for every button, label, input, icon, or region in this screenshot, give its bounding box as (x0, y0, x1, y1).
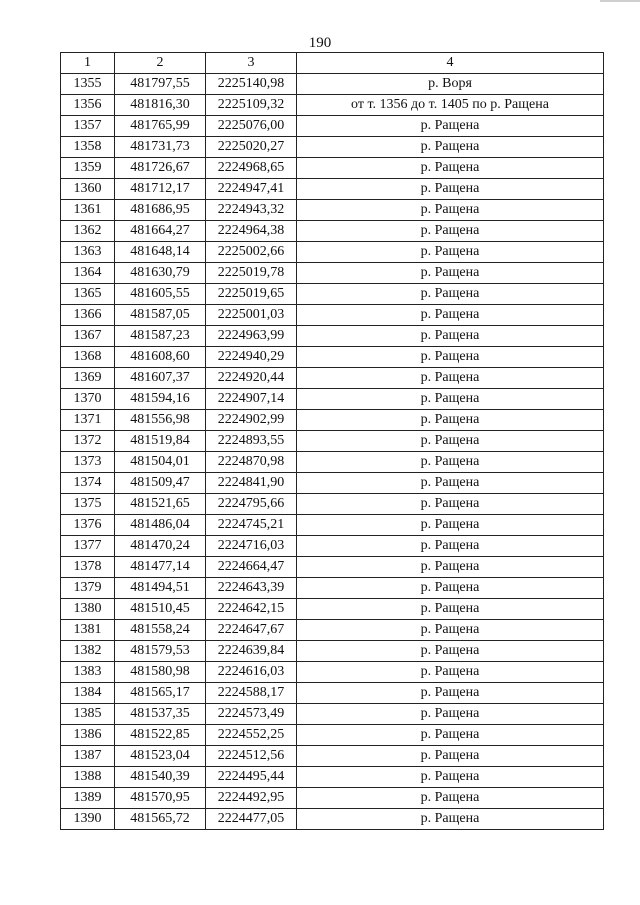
y-coordinate-cell: 2224642,15 (206, 599, 297, 620)
table-row (61, 263, 604, 284)
point-number-cell: 1372 (61, 431, 115, 452)
table-row (61, 599, 604, 620)
point-number-cell: 1373 (61, 452, 115, 473)
description-cell: р. Ращена (297, 221, 604, 242)
point-number-cell: 1369 (61, 368, 115, 389)
description-cell: р. Ращена (297, 368, 604, 389)
x-coordinate-cell: 481712,17 (115, 179, 206, 200)
y-coordinate-cell: 2224947,41 (206, 179, 297, 200)
point-number-cell: 1388 (61, 767, 115, 788)
point-number-cell: 1380 (61, 599, 115, 620)
table-row (61, 515, 604, 536)
point-number-cell: 1359 (61, 158, 115, 179)
table-row (61, 578, 604, 599)
y-coordinate-cell: 2224943,32 (206, 200, 297, 221)
description-cell: р. Ращена (297, 767, 604, 788)
point-number-cell: 1368 (61, 347, 115, 368)
description-cell: р. Ращена (297, 725, 604, 746)
table-row (61, 683, 604, 704)
table-row (61, 788, 604, 809)
table-row (61, 179, 604, 200)
point-number-cell: 1382 (61, 641, 115, 662)
y-coordinate-cell: 2225019,65 (206, 284, 297, 305)
x-coordinate-cell: 481608,60 (115, 347, 206, 368)
description-cell: р. Ращена (297, 557, 604, 578)
page-number: 190 (308, 35, 332, 51)
description-cell: от т. 1356 до т. 1405 по р. Ращена (297, 95, 604, 116)
x-coordinate-cell: 481579,53 (115, 641, 206, 662)
table-row (61, 137, 604, 158)
column-header-1: 1 (61, 53, 115, 74)
table-row (61, 494, 604, 515)
column-header-3: 3 (206, 53, 297, 74)
point-number-cell: 1363 (61, 242, 115, 263)
y-coordinate-cell: 2224647,67 (206, 620, 297, 641)
x-coordinate-cell: 481630,79 (115, 263, 206, 284)
x-coordinate-cell: 481510,45 (115, 599, 206, 620)
y-coordinate-cell: 2225002,66 (206, 242, 297, 263)
point-number-cell: 1375 (61, 494, 115, 515)
y-coordinate-cell: 2224643,39 (206, 578, 297, 599)
description-cell: р. Ращена (297, 305, 604, 326)
y-coordinate-cell: 2224795,66 (206, 494, 297, 515)
description-cell: р. Ращена (297, 578, 604, 599)
point-number-cell: 1357 (61, 116, 115, 137)
x-coordinate-cell: 481648,14 (115, 242, 206, 263)
point-number-cell: 1364 (61, 263, 115, 284)
y-coordinate-cell: 2224893,55 (206, 431, 297, 452)
point-number-cell: 1385 (61, 704, 115, 725)
description-cell: р. Ращена (297, 179, 604, 200)
y-coordinate-cell: 2225109,32 (206, 95, 297, 116)
x-coordinate-cell: 481587,23 (115, 326, 206, 347)
y-coordinate-cell: 2224639,84 (206, 641, 297, 662)
table-row (61, 389, 604, 410)
description-cell: р. Ращена (297, 494, 604, 515)
y-coordinate-cell: 2224920,44 (206, 368, 297, 389)
table-row (61, 746, 604, 767)
point-number-cell: 1365 (61, 284, 115, 305)
x-coordinate-cell: 481605,55 (115, 284, 206, 305)
point-number-cell: 1367 (61, 326, 115, 347)
description-cell: р. Ращена (297, 641, 604, 662)
table-row (61, 284, 604, 305)
y-coordinate-cell: 2225019,78 (206, 263, 297, 284)
description-cell: р. Ращена (297, 683, 604, 704)
point-number-cell: 1387 (61, 746, 115, 767)
y-coordinate-cell: 2224745,21 (206, 515, 297, 536)
point-number-cell: 1371 (61, 410, 115, 431)
scan-edge-mark (600, 0, 640, 2)
description-cell: р. Ращена (297, 536, 604, 557)
point-number-cell: 1361 (61, 200, 115, 221)
y-coordinate-cell: 2224492,95 (206, 788, 297, 809)
description-cell: р. Ращена (297, 746, 604, 767)
description-cell: р. Ращена (297, 662, 604, 683)
y-coordinate-cell: 2224940,29 (206, 347, 297, 368)
table-row (61, 641, 604, 662)
point-number-cell: 1355 (61, 74, 115, 95)
x-coordinate-cell: 481731,73 (115, 137, 206, 158)
description-cell: р. Воря (297, 74, 604, 95)
y-coordinate-cell: 2224964,38 (206, 221, 297, 242)
table-row (61, 200, 604, 221)
point-number-cell: 1370 (61, 389, 115, 410)
point-number-cell: 1360 (61, 179, 115, 200)
y-coordinate-cell: 2224588,17 (206, 683, 297, 704)
x-coordinate-cell: 481522,85 (115, 725, 206, 746)
point-number-cell: 1389 (61, 788, 115, 809)
description-cell: р. Ращена (297, 431, 604, 452)
table-row (61, 536, 604, 557)
x-coordinate-cell: 481580,98 (115, 662, 206, 683)
column-header-4: 4 (297, 53, 604, 74)
description-cell: р. Ращена (297, 515, 604, 536)
x-coordinate-cell: 481816,30 (115, 95, 206, 116)
y-coordinate-cell: 2225140,98 (206, 74, 297, 95)
table-row (61, 116, 604, 137)
y-coordinate-cell: 2224512,56 (206, 746, 297, 767)
table-row (61, 725, 604, 746)
table-row (61, 95, 604, 116)
table-row (61, 767, 604, 788)
x-coordinate-cell: 481558,24 (115, 620, 206, 641)
x-coordinate-cell: 481765,99 (115, 116, 206, 137)
x-coordinate-cell: 481540,39 (115, 767, 206, 788)
x-coordinate-cell: 481556,98 (115, 410, 206, 431)
point-number-cell: 1379 (61, 578, 115, 599)
x-coordinate-cell: 481521,65 (115, 494, 206, 515)
table-row (61, 305, 604, 326)
description-cell: р. Ращена (297, 200, 604, 221)
table-row (61, 704, 604, 725)
y-coordinate-cell: 2224552,25 (206, 725, 297, 746)
point-number-cell: 1384 (61, 683, 115, 704)
y-coordinate-cell: 2224870,98 (206, 452, 297, 473)
description-cell: р. Ращена (297, 389, 604, 410)
table-row (61, 662, 604, 683)
description-cell: р. Ращена (297, 137, 604, 158)
table-row (61, 368, 604, 389)
x-coordinate-cell: 481565,72 (115, 809, 206, 830)
point-number-cell: 1383 (61, 662, 115, 683)
point-number-cell: 1378 (61, 557, 115, 578)
table-row (61, 242, 604, 263)
table-row (61, 347, 604, 368)
y-coordinate-cell: 2224495,44 (206, 767, 297, 788)
x-coordinate-cell: 481470,24 (115, 536, 206, 557)
table-row (61, 74, 604, 95)
description-cell: р. Ращена (297, 410, 604, 431)
description-cell: р. Ращена (297, 620, 604, 641)
y-coordinate-cell: 2225001,03 (206, 305, 297, 326)
x-coordinate-cell: 481594,16 (115, 389, 206, 410)
y-coordinate-cell: 2224616,03 (206, 662, 297, 683)
x-coordinate-cell: 481504,01 (115, 452, 206, 473)
point-number-cell: 1376 (61, 515, 115, 536)
x-coordinate-cell: 481664,27 (115, 221, 206, 242)
table-row (61, 620, 604, 641)
y-coordinate-cell: 2224664,47 (206, 557, 297, 578)
x-coordinate-cell: 481797,55 (115, 74, 206, 95)
description-cell: р. Ращена (297, 788, 604, 809)
x-coordinate-cell: 481587,05 (115, 305, 206, 326)
description-cell: р. Ращена (297, 473, 604, 494)
description-cell: р. Ращена (297, 263, 604, 284)
table-row (61, 158, 604, 179)
table-row (61, 473, 604, 494)
x-coordinate-cell: 481519,84 (115, 431, 206, 452)
point-number-cell: 1362 (61, 221, 115, 242)
x-coordinate-cell: 481726,67 (115, 158, 206, 179)
y-coordinate-cell: 2224907,14 (206, 389, 297, 410)
x-coordinate-cell: 481477,14 (115, 557, 206, 578)
description-cell: р. Ращена (297, 284, 604, 305)
y-coordinate-cell: 2224902,99 (206, 410, 297, 431)
point-number-cell: 1386 (61, 725, 115, 746)
table-row (61, 431, 604, 452)
y-coordinate-cell: 2224573,49 (206, 704, 297, 725)
point-number-cell: 1374 (61, 473, 115, 494)
y-coordinate-cell: 2224716,03 (206, 536, 297, 557)
table-row (61, 410, 604, 431)
description-cell: р. Ращена (297, 116, 604, 137)
y-coordinate-cell: 2225020,27 (206, 137, 297, 158)
y-coordinate-cell: 2224963,99 (206, 326, 297, 347)
x-coordinate-cell: 481537,35 (115, 704, 206, 725)
column-header-2: 2 (115, 53, 206, 74)
table-row (61, 326, 604, 347)
table-row (61, 809, 604, 830)
x-coordinate-cell: 481686,95 (115, 200, 206, 221)
description-cell: р. Ращена (297, 452, 604, 473)
header-row (61, 53, 604, 74)
y-coordinate-cell: 2224841,90 (206, 473, 297, 494)
x-coordinate-cell: 481486,04 (115, 515, 206, 536)
y-coordinate-cell: 2224968,65 (206, 158, 297, 179)
table-row (61, 557, 604, 578)
point-number-cell: 1390 (61, 809, 115, 830)
table-row (61, 452, 604, 473)
x-coordinate-cell: 481509,47 (115, 473, 206, 494)
coordinates-table (60, 52, 604, 830)
description-cell: р. Ращена (297, 599, 604, 620)
x-coordinate-cell: 481565,17 (115, 683, 206, 704)
table-header (61, 53, 604, 74)
x-coordinate-cell: 481494,51 (115, 578, 206, 599)
description-cell: р. Ращена (297, 809, 604, 830)
y-coordinate-cell: 2225076,00 (206, 116, 297, 137)
x-coordinate-cell: 481607,37 (115, 368, 206, 389)
point-number-cell: 1381 (61, 620, 115, 641)
y-coordinate-cell: 2224477,05 (206, 809, 297, 830)
description-cell: р. Ращена (297, 158, 604, 179)
table-row (61, 221, 604, 242)
point-number-cell: 1358 (61, 137, 115, 158)
description-cell: р. Ращена (297, 347, 604, 368)
description-cell: р. Ращена (297, 242, 604, 263)
x-coordinate-cell: 481570,95 (115, 788, 206, 809)
description-cell: р. Ращена (297, 704, 604, 725)
x-coordinate-cell: 481523,04 (115, 746, 206, 767)
table-body (61, 74, 604, 830)
point-number-cell: 1366 (61, 305, 115, 326)
description-cell: р. Ращена (297, 326, 604, 347)
point-number-cell: 1356 (61, 95, 115, 116)
point-number-cell: 1377 (61, 536, 115, 557)
